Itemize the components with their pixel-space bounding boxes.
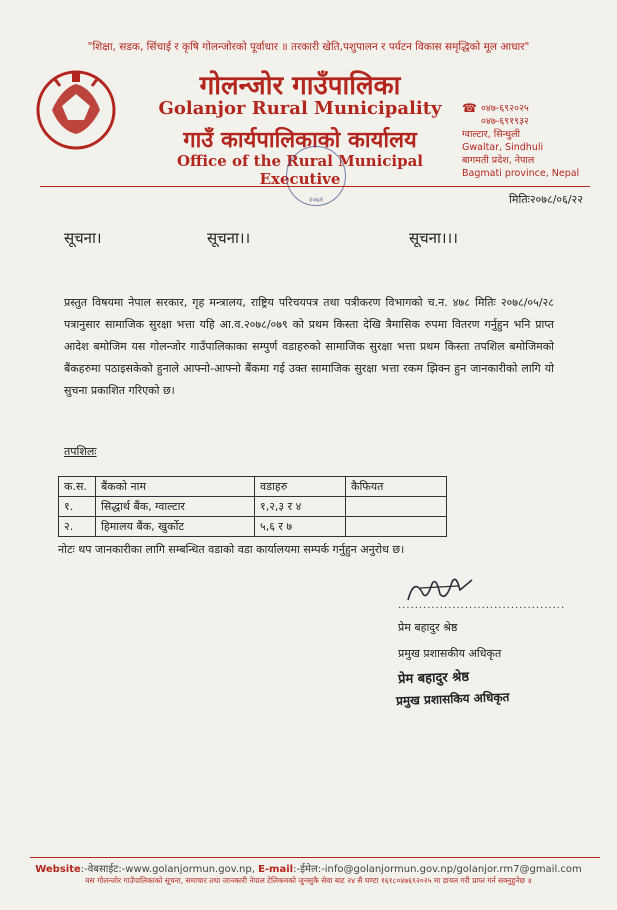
phone-row (462, 102, 587, 128)
stamp-text: २०७१ (308, 196, 324, 204)
province-nepali: बागमती प्रदेश, नेपाल (462, 155, 535, 166)
note-text: नोटः थप जानकारीका लागि सम्बन्धित वडाको वडा कार्यालयमा सम्पर्क गर्नुहुन अनुरोध छ। (58, 543, 405, 556)
phone-1: ०४७-६९२०२५ (480, 103, 529, 114)
office-english: Office of the Rural Municipal Executive (176, 152, 424, 188)
title-nepali: गोलन्जोर गाउँपालिका (199, 71, 401, 101)
title-english: Golanjor Rural Municipality (158, 98, 442, 119)
cell-bank-name: सिद्धार्थ बैंक, ग्वाल्टार (96, 497, 255, 517)
notice-heading-3: सूचना।।। (409, 229, 458, 247)
footer-note: यस गोलन्जोर गाउँपालिकाको सूचना, समाचार तथा जानकारी नेपाल टेलिकमको जुनसुकै सेवा बाट २४ सै घण्टा १६१८०४७६९२०२५ मा डायल गरी प्राप्त गर्न सक्नुहुनेछ ॥ (85, 876, 532, 885)
bank-table (58, 476, 447, 537)
table-row (59, 497, 447, 517)
header-divider (40, 186, 590, 187)
footer-divider (30, 857, 600, 858)
notice-heading-1: सूचना। (64, 229, 102, 247)
place-nepali: ग्वाल्टार, सिन्धुली (462, 129, 520, 140)
signature-line: ........................................ (398, 600, 566, 611)
cell-bank-name: हिमालय बैंक, खुर्कोट (96, 517, 255, 537)
cell-wards: ५,६ र ७ (255, 517, 346, 537)
place-english: Gwaltar, Sindhuli (462, 142, 544, 153)
header-remarks: कैफियत (346, 477, 447, 497)
signatory-title: प्रमुख प्रशासकीय अधिकृत (398, 647, 502, 660)
website-link[interactable]: :-वेबसाईट:-www.golanjormun.gov.np, (80, 864, 255, 875)
signatory-stamp-name: प्रेम बहादुर श्रेष्ठ (397, 669, 470, 688)
phone-2: ०४७-६९१९३२ (480, 116, 529, 127)
cell-wards: १,२,३ र ४ (255, 497, 346, 517)
table-row (59, 517, 447, 537)
nepal-emblem-icon (32, 64, 120, 152)
cell-remarks (346, 497, 447, 517)
signatory-name: प्रेम बहादुर श्रेष्ठ (398, 621, 458, 634)
province-english: Bagmati province, Nepal (462, 168, 580, 179)
office-nepali: गाउँ कार्यपालिकाको कार्यालय (183, 128, 417, 153)
footer-contact (20, 861, 597, 875)
notice-heading-2: सूचना।। (207, 229, 251, 247)
header-serial: क.स. (59, 477, 96, 497)
details-label: तपशिलः (64, 445, 97, 458)
header-bank-name: बैंकको नाम (96, 477, 255, 497)
email-link[interactable]: :-ईमेल:-info@golanjormun.gov.np/golanjor.rm7@gmail.com (293, 864, 582, 875)
website-label: Website (35, 864, 81, 875)
table-header-row (59, 477, 447, 497)
letter-body: प्रस्तुत विषयमा नेपाल सरकार, गृह मन्त्रालय, राष्ट्रिय परिचयपत्र तथा पत्रीकरण विभागको च.न. ४७८ मितिः २०७८/०५/२८ पत्रानुसार सामाजिक सुरक्षा भत्ता यहि आ.व.२०७८/०७९ को प्रथम किस्ता देखि त्रैमासिक रुपमा वितरण गर्नुहुन भनि प्राप्त आदेश बमोजिम यस गोलन्जोर गाउँपालिकाका सम्पुर्ण वडाहरुको सामाजिक सुरक्षा भत्ता प्रथम किस्ता तपशिल बमोजिमको बैंकहरुमा पठाइसकेको हुनाले आफ्नो-आफ्नो बैंकमा गई उक्त सामाजिक सुरक्षा भत्ता रकम झिक्न हुन जानकारीको लागि यो सुचना प्रकाशित गरिएको छ। (64, 296, 554, 397)
signatory-stamp-title: प्रमुख प्रशासकिय अधिकृत (395, 690, 510, 708)
header-wards: वडाहरु (255, 477, 346, 497)
cell-serial: २. (59, 517, 96, 537)
letter-date: मितिः२०७८/०६/२२ (509, 193, 583, 206)
contact-block (462, 102, 587, 180)
phone-icon: ☎ (462, 101, 477, 115)
email-label: E-mail (258, 864, 294, 875)
slogan: "शिक्षा, सडक, सिंचाई र कृषि गोलन्जोरको पूर्वाधार ॥ तरकारी खेति,पशुपालन र पर्यटन विकास समृद्धिको मूल आधार" (87, 41, 530, 53)
cell-remarks (346, 517, 447, 537)
cell-serial: १. (59, 497, 96, 517)
